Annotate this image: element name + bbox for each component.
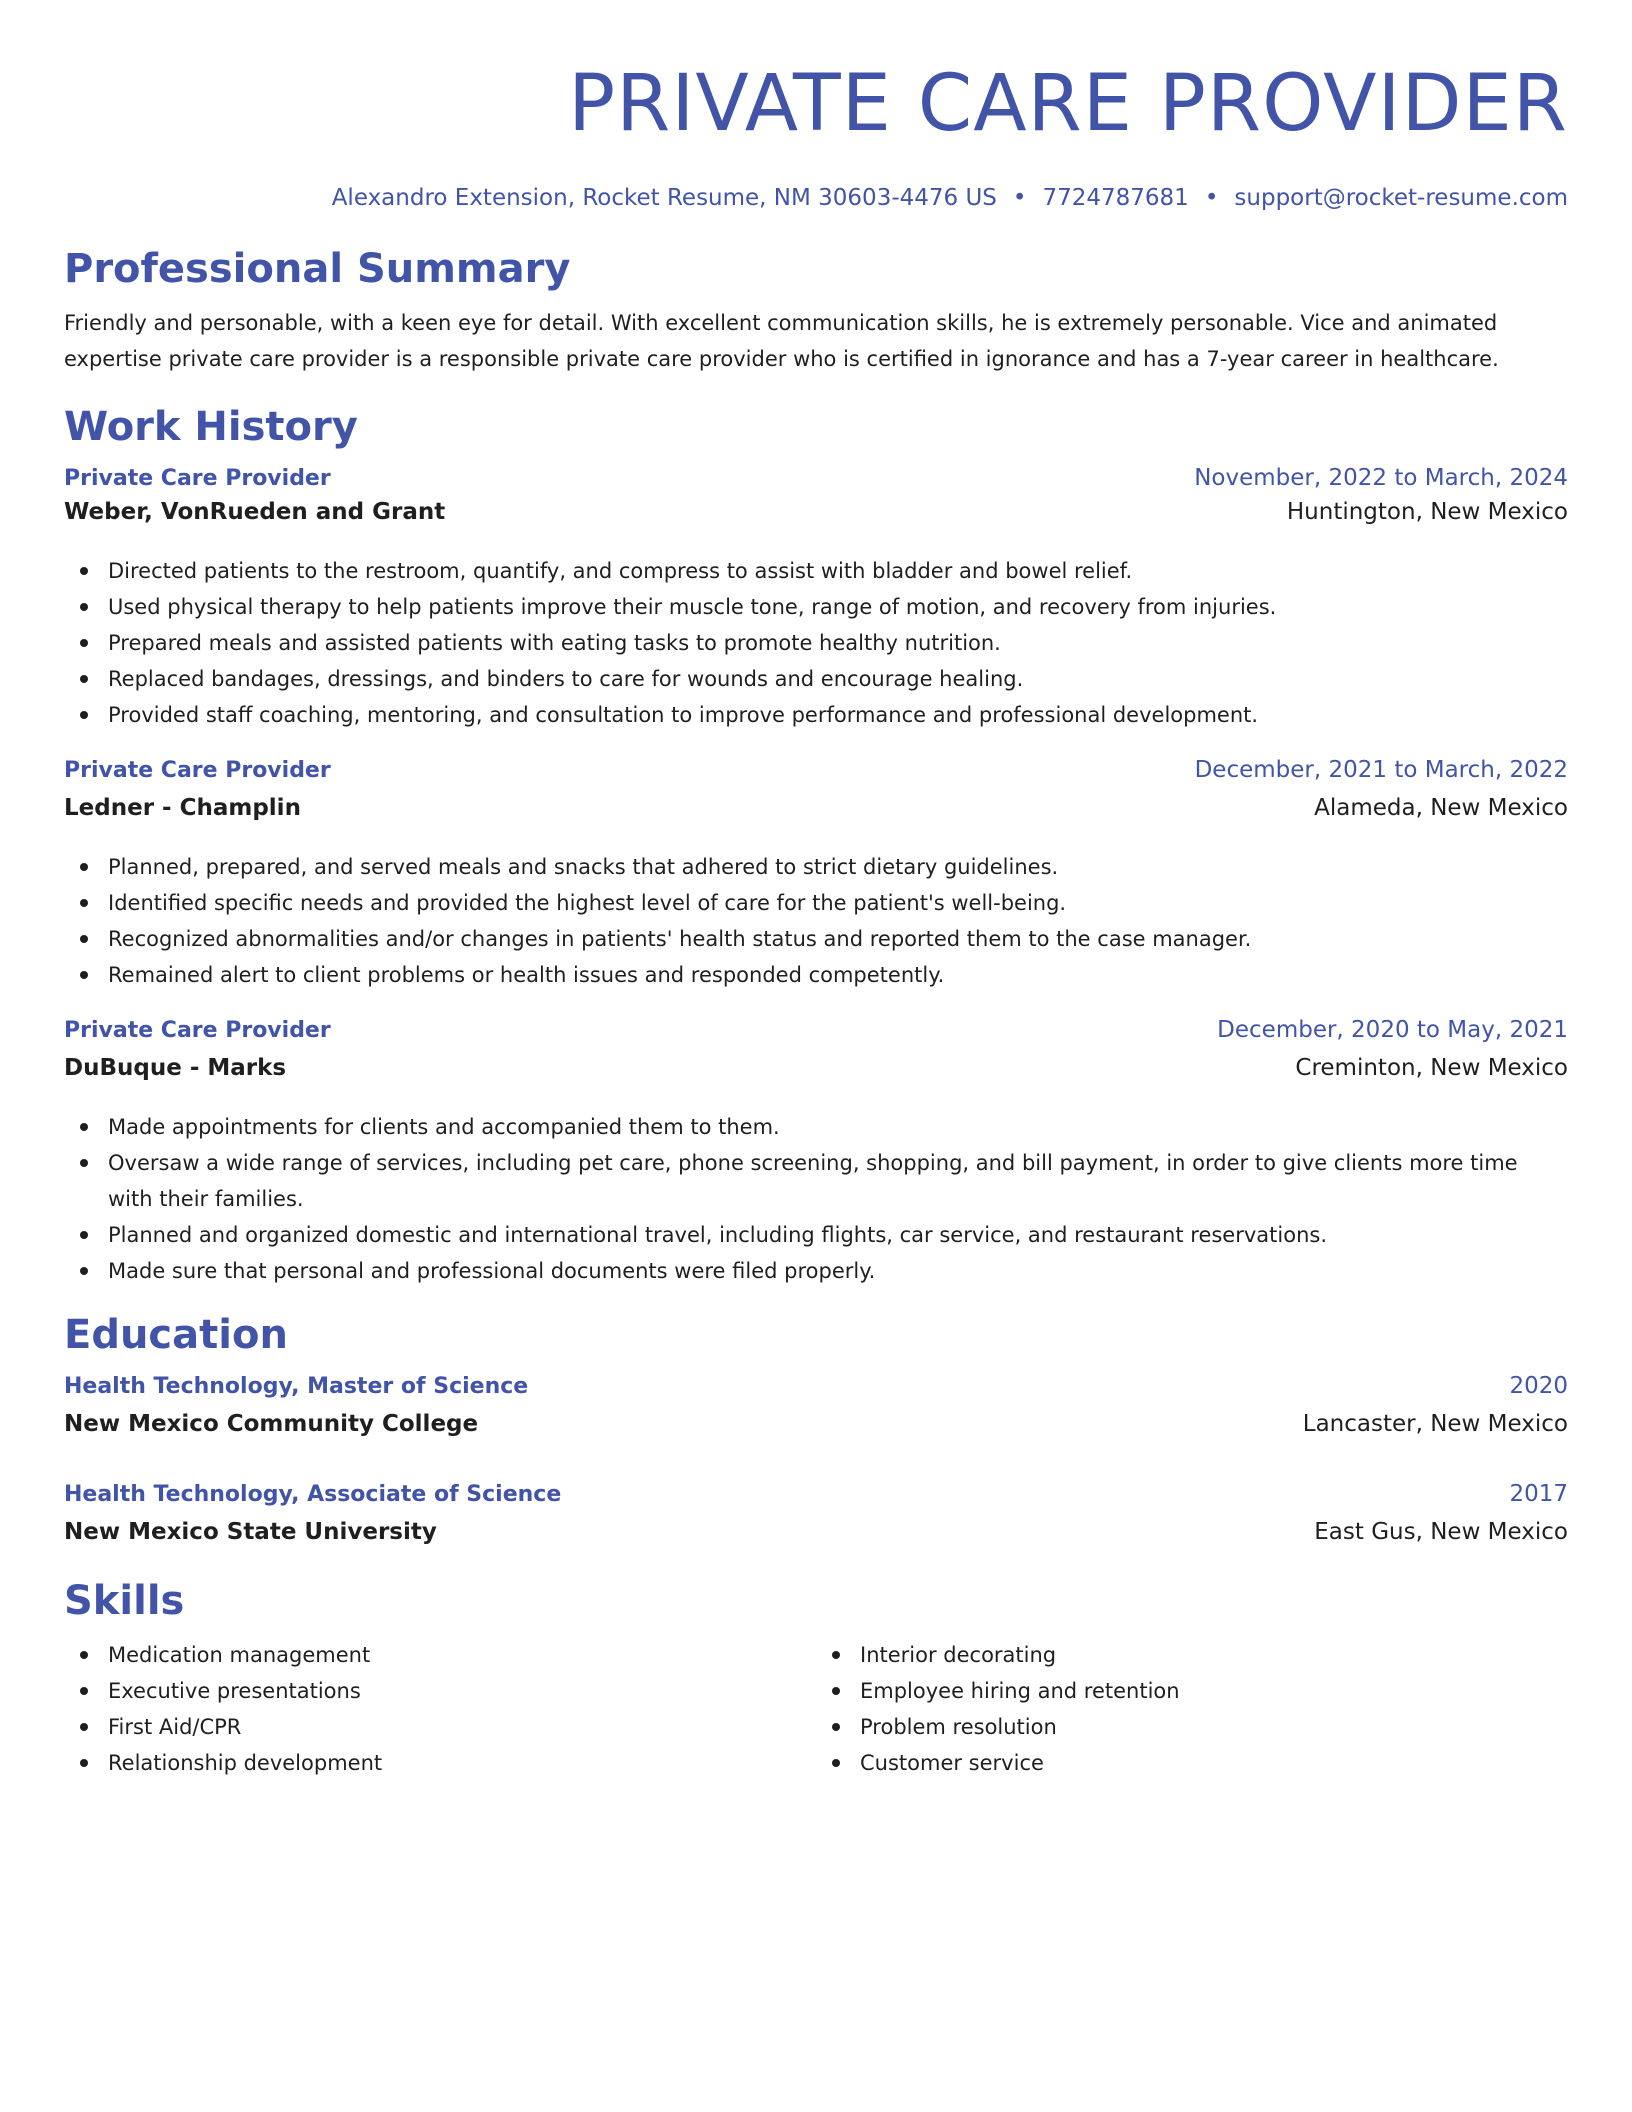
list-item: Prepared meals and assisted patients with eating tasks to promote healthy nutrition. xyxy=(108,625,1568,661)
job-dates: December, 2021 to March, 2022 xyxy=(1194,757,1568,783)
resume-page xyxy=(64,0,1568,1781)
education-entry xyxy=(64,1373,1568,1449)
list-item: Identified specific needs and provided the highest level of care for the patient's well-being. xyxy=(108,885,1568,921)
job-entry xyxy=(64,1017,1568,1289)
school-name: New Mexico State University xyxy=(64,1519,437,1545)
job-company: DuBuque - Marks xyxy=(64,1055,287,1081)
school-location: Lancaster, New Mexico xyxy=(1302,1411,1568,1437)
skill-item: Customer service xyxy=(860,1745,1568,1781)
skills-list xyxy=(816,1637,1568,1781)
list-item: Made appointments for clients and accompanied them to them. xyxy=(108,1109,1568,1145)
skill-item: Interior decorating xyxy=(860,1637,1568,1673)
job-bullets xyxy=(64,849,1568,993)
list-item: Planned and organized domestic and international travel, including flights, car service, and restaurant reservations. xyxy=(108,1217,1568,1253)
list-item: Made sure that personal and professional documents were filed properly. xyxy=(108,1253,1568,1289)
degree-title: Health Technology, Associate of Science xyxy=(64,1482,562,1507)
job-bullets xyxy=(64,553,1568,733)
degree-title: Health Technology, Master of Science xyxy=(64,1374,529,1399)
job-location: Creminton, New Mexico xyxy=(1295,1055,1568,1081)
school-name: New Mexico Community College xyxy=(64,1411,479,1437)
degree-year: 2017 xyxy=(1509,1481,1568,1507)
skills-grid xyxy=(64,1637,1568,1781)
job-dates: November, 2022 to March, 2024 xyxy=(1194,465,1568,491)
list-item: Oversaw a wide range of services, including pet care, phone screening, shopping, and bill payment, in order to give clients more time with their families. xyxy=(108,1145,1568,1217)
list-item: Remained alert to client problems or health issues and responded competently. xyxy=(108,957,1568,993)
job-location: Huntington, New Mexico xyxy=(1286,499,1568,525)
job-title: Private Care Provider xyxy=(64,758,331,783)
job-bullets xyxy=(64,1109,1568,1289)
contact-email: support@rocket-resume.com xyxy=(1234,185,1568,211)
job-company: Ledner - Champlin xyxy=(64,795,301,821)
contact-line xyxy=(64,183,1568,213)
skills-section xyxy=(64,1577,1568,1781)
list-item: Provided staff coaching, mentoring, and consultation to improve performance and professional development. xyxy=(108,697,1568,733)
skills-list xyxy=(64,1637,816,1781)
job-entry xyxy=(64,465,1568,733)
school-location: East Gus, New Mexico xyxy=(1314,1519,1568,1545)
list-item: Directed patients to the restroom, quantify, and compress to assist with bladder and bowel relief. xyxy=(108,553,1568,589)
list-item: Recognized abnormalities and/or changes in patients' health status and reported them to the case manager. xyxy=(108,921,1568,957)
summary-heading: Professional Summary xyxy=(64,246,571,292)
list-item: Planned, prepared, and served meals and snacks that adhered to strict dietary guidelines. xyxy=(108,849,1568,885)
skills-column-left xyxy=(64,1637,816,1781)
skills-heading: Skills xyxy=(64,1578,185,1624)
work-history-section xyxy=(64,403,1568,1289)
education-section xyxy=(64,1311,1568,1557)
skill-item: First Aid/CPR xyxy=(108,1709,816,1745)
contact-separator: • xyxy=(1204,185,1219,211)
skill-item: Medication management xyxy=(108,1637,816,1673)
summary-text: Friendly and personable, with a keen eye for detail. With excellent communication skills, he is extremely personable. Vice and animated expertise private care provider is a responsible private care provider who is certified in ignorance and has a 7-year career in healthcare. xyxy=(64,311,1499,371)
resume-name: PRIVATE CARE PROVIDER xyxy=(568,59,1568,149)
contact-address: Alexandro Extension, Rocket Resume, NM 30603-4476 US xyxy=(331,185,997,211)
skills-column-right xyxy=(816,1637,1568,1781)
job-location: Alameda, New Mexico xyxy=(1314,795,1568,821)
job-title: Private Care Provider xyxy=(64,466,331,491)
list-item: Replaced bandages, dressings, and binders to care for wounds and encourage healing. xyxy=(108,661,1568,697)
contact-phone: 7724787681 xyxy=(1042,185,1189,211)
summary-section xyxy=(64,245,1568,377)
skill-item: Relationship development xyxy=(108,1745,816,1781)
education-entry xyxy=(64,1481,1568,1557)
job-title: Private Care Provider xyxy=(64,1018,331,1043)
contact-separator: • xyxy=(1012,185,1027,211)
job-entry xyxy=(64,757,1568,993)
skill-item: Employee hiring and retention xyxy=(860,1673,1568,1709)
skill-item: Problem resolution xyxy=(860,1709,1568,1745)
skill-item: Executive presentations xyxy=(108,1673,816,1709)
list-item: Used physical therapy to help patients improve their muscle tone, range of motion, and recovery from injuries. xyxy=(108,589,1568,625)
work-history-heading: Work History xyxy=(64,404,358,450)
education-heading: Education xyxy=(64,1312,288,1358)
degree-year: 2020 xyxy=(1509,1373,1568,1399)
job-company: Weber, VonRueden and Grant xyxy=(64,499,446,525)
job-dates: December, 2020 to May, 2021 xyxy=(1217,1017,1568,1043)
